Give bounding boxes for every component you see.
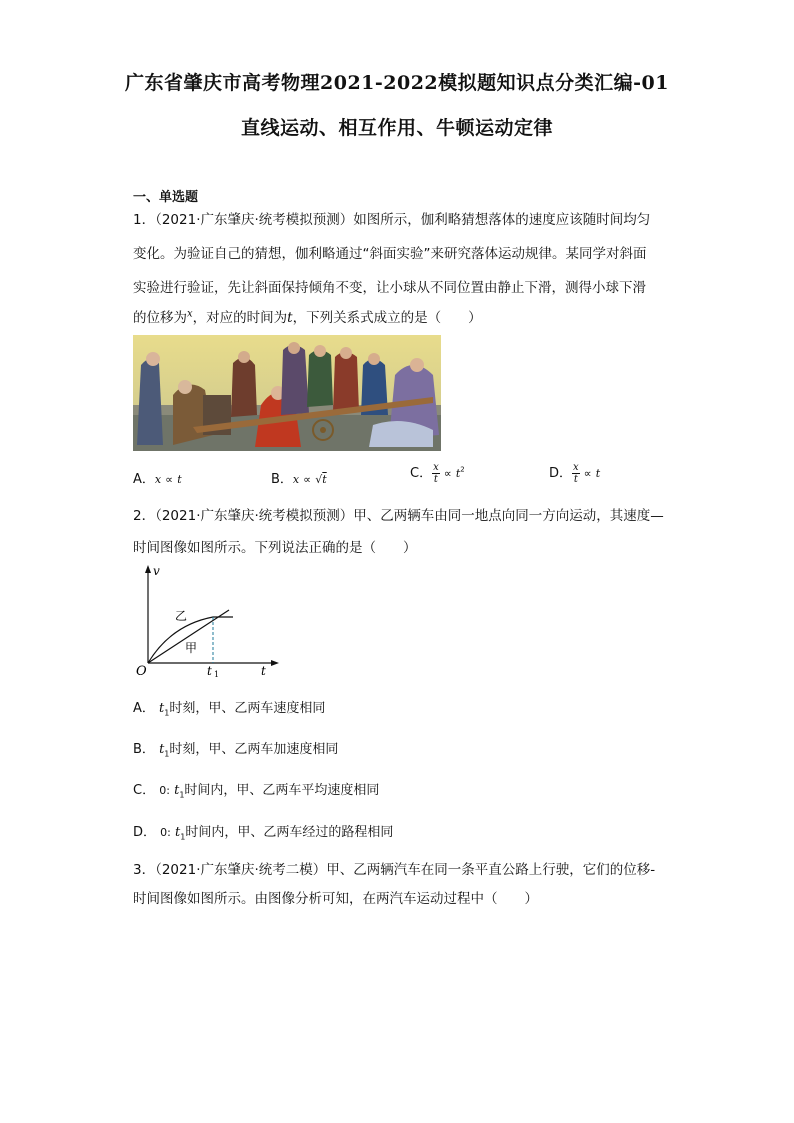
t-axis-arrow <box>271 660 279 666</box>
t1-subscript: 1 <box>214 670 220 678</box>
curve-yi <box>148 617 233 663</box>
var-x: x <box>187 308 193 320</box>
document-title-line1: 广东省肇庆市高考物理2021-2022模拟题知识点分类汇编-01 <box>125 72 669 94</box>
q3-line-2: 时间图像如图所示。由图像分析可知，在两汽车运动过程中（ ） <box>133 891 538 907</box>
q3-line-1: 3．（2021·广东肇庆·统考二模）甲、乙两辆汽车在同一条平直公路上行驶，它们的位移- <box>133 862 656 878</box>
t1-label: t <box>207 664 212 678</box>
origin-label: O <box>136 664 147 678</box>
q2-option-c[interactable]: C． 0: $t_1$时间内，甲、乙两车平均速度相同 <box>133 783 380 800</box>
v-axis-label: v <box>153 564 160 578</box>
velocity-time-graph <box>133 563 283 678</box>
document-title-line2: 直线运动、相互作用、牛顿运动定律 <box>240 117 553 139</box>
q1-option-c[interactable]: C． $\frac{x}{t}$ ∝ $t^2$ <box>410 462 465 485</box>
q2-option-b[interactable]: B． $t_1$时刻，甲、乙两车加速度相同 <box>133 742 339 759</box>
q1-line-3: 实验进行验证，先让斜面保持倾角不变，让小球从不同位置由静止下滑，测得小球下滑 <box>133 280 646 296</box>
section-heading: 一、单选题 <box>133 190 199 205</box>
q1-line-1: 1．（2021·广东肇庆·统考模拟预测）如图所示，伽利略猜想落体的速度应该随时间均匀 <box>133 212 651 228</box>
jia-label: 甲 <box>185 641 198 655</box>
q1-option-d[interactable]: D． $\frac{x}{t}$ ∝ t <box>549 462 601 485</box>
q2-line-2: 时间图像如图所示。下列说法正确的是（ ） <box>133 540 417 556</box>
q1-line-2: 变化。为验证自己的猜想，伽利略通过“斜面实验”来研究落体运动规律。某同学对斜面 <box>133 246 647 262</box>
v-axis-arrow <box>145 565 151 573</box>
galileo-inclined-plane-painting <box>133 335 441 451</box>
line-jia <box>148 610 229 663</box>
q2-option-a[interactable]: A． $t_1$时刻，甲、乙两车速度相同 <box>133 701 326 718</box>
t-axis-label: t <box>261 664 266 678</box>
var-t: t <box>287 310 293 326</box>
q1-line-4: 的位移为$^x$，对应的时间为t，下列关系式成立的是（ ） <box>133 308 482 326</box>
q1-option-b[interactable]: B．x ∝ √t <box>271 472 327 487</box>
q1-option-a[interactable]: A．x ∝ t <box>133 472 182 487</box>
q2-option-d[interactable]: D． 0: $t_1$时间内，甲、乙两车经过的路程相同 <box>133 825 394 842</box>
q2-line-1: 2．（2021·广东肇庆·统考模拟预测）甲、乙两辆车由同一地点向同一方向运动，其速度— <box>133 508 664 524</box>
yi-label: 乙 <box>175 609 188 623</box>
